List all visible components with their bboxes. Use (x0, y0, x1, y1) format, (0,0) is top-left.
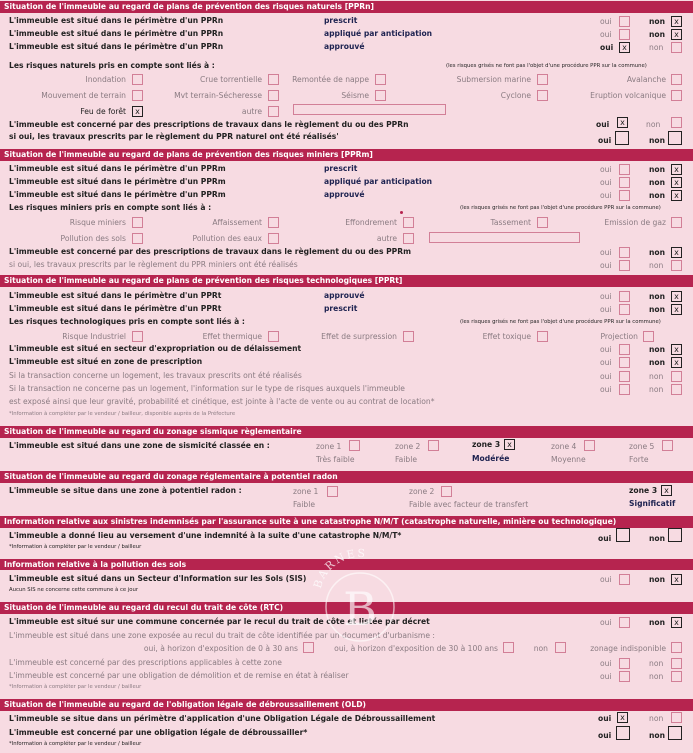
sismique-zone-5-checkbox[interactable] (662, 440, 673, 451)
sismique-zone-2-name: zone 2 (395, 442, 421, 451)
pprn-risk-cyclone-checkbox[interactable] (537, 90, 548, 101)
pprt-risk-projection-checkbox[interactable] (643, 331, 654, 342)
pprn-risks-intro: Les risques naturels pris en compte sont liés à : (9, 61, 215, 70)
watermark-text: BARNES (311, 546, 368, 590)
pprt-risk-surpression-checkbox[interactable] (403, 331, 414, 342)
rtc-prescriptions-label: L'immeuble est concerné par des prescriptions applicables à cette zone (9, 658, 282, 667)
pprn-risk-eruption-checkbox[interactable] (671, 90, 682, 101)
pprn-risk-inondation-label: Inondation (85, 75, 126, 84)
pprt-non-logement-oui-label: oui (600, 385, 612, 394)
sinistres-label: L'immeuble a donné lieu au versement d'une indemnité à la suite d'une catastrophe N/M/T* (9, 531, 402, 540)
pprn-prescriptions-non-checkbox[interactable] (671, 117, 682, 128)
pprm-row-2-status: appliqué par anticipation (324, 177, 433, 186)
pprn-prescriptions-oui-checkbox[interactable]: x (617, 117, 628, 128)
pprn-risk-autre-field[interactable] (293, 104, 446, 115)
section-header-pprn: Situation de l'immeuble au regard de plans de prévention des risques naturels [PPRn] (0, 1, 693, 13)
pprm-row-1-oui-checkbox[interactable] (619, 164, 630, 175)
pprn-risk-eruption-label: Eruption volcanique (590, 91, 666, 100)
pprn-grey-note: (les risques grisés ne font pas l'objet d'une procédure PPR sur la commune) (446, 63, 647, 69)
pprm-risk-tassement-label: Tassement (490, 218, 531, 227)
pprn-risk-seisme-checkbox[interactable] (375, 90, 386, 101)
pprm-risk-pollution-eaux-label: Pollution des eaux (192, 234, 262, 243)
pprn-risk-submersion-checkbox[interactable] (537, 74, 548, 85)
old-concerne-oui-checkbox[interactable] (616, 726, 630, 740)
sismique-zone-2-checkbox[interactable] (428, 440, 439, 451)
rtc-commune-oui-checkbox[interactable] (619, 617, 630, 628)
pprm-risk-gaz-checkbox[interactable] (671, 217, 682, 228)
pprm-row-1-non-checkbox[interactable]: x (671, 164, 682, 175)
sinistres-oui-checkbox[interactable] (616, 528, 630, 542)
rtc-prescriptions-oui-checkbox[interactable] (619, 658, 630, 669)
pprt-expropriation-non-checkbox[interactable]: x (671, 344, 682, 355)
old-footnote: *Information à compléter par le vendeur / bailleur (9, 741, 142, 747)
pprm-row-3-oui-label: oui (600, 191, 612, 200)
pprm-prescriptions-oui-label: oui (600, 248, 612, 257)
pollution-footnote: Aucun SIS ne concerne cette commune à ce jour (9, 587, 139, 593)
pprm-row-3-label: L'immeuble est situé dans le périmètre d'un PPRm (9, 190, 226, 199)
pprn-risk-cyclone-label: Cyclone (500, 91, 531, 100)
pprn-risk-crue-label: Crue torrentielle (199, 75, 262, 84)
pollution-label: L'immeuble est situé dans un Secteur d'Information sur les Sols (SIS) (9, 574, 307, 583)
sismique-zone-3-name: zone 3 (472, 440, 501, 449)
pprm-risk-pollution-sols-label: Pollution des sols (60, 234, 126, 243)
pprn-risk-nappe-label: Remontée de nappe (292, 75, 369, 84)
pprm-risk-tassement-checkbox[interactable] (537, 217, 548, 228)
rtc-commune-label: L'immeuble est situé sur une commune concernée par le recul du trait de côte et listée par décret (9, 617, 430, 626)
pprm-row-3-oui-checkbox[interactable] (619, 190, 630, 201)
red-dot-marker (400, 211, 403, 214)
pprt-logement-non-checkbox[interactable] (671, 371, 682, 382)
pprm-risk-effondrement-checkbox[interactable] (403, 217, 414, 228)
pprn-travaux-oui-checkbox[interactable] (615, 131, 629, 145)
pprt-row-2-non-checkbox[interactable]: x (671, 304, 682, 315)
old-perimetre-oui-checkbox[interactable]: x (617, 712, 628, 723)
sismique-zone-1-desc: Très faible (316, 455, 355, 464)
old-perimetre-non-checkbox[interactable] (671, 712, 682, 723)
pprn-row-1-status: prescrit (324, 16, 358, 25)
pprm-row-2-oui-label: oui (600, 178, 612, 187)
pprn-row-1-oui-label: oui (600, 17, 612, 26)
pprm-risks-intro: Les risques miniers pris en compte sont liés à : (9, 203, 212, 212)
pprm-row-1-status: prescrit (324, 164, 358, 173)
rtc-horizon-30-100-checkbox[interactable] (503, 642, 514, 653)
section-header-pprt: Situation de l'immeuble au regard de plans de prévention des risques technologiques [PPRt] (0, 275, 693, 287)
pprn-travaux-oui-label: oui (598, 136, 612, 145)
rtc-horizon-indisponible-checkbox[interactable] (671, 642, 682, 653)
pprt-row-2-oui-label: oui (600, 305, 612, 314)
rtc-prescriptions-oui-label: oui (600, 659, 612, 668)
rtc-commune-non-label: non (649, 618, 666, 627)
pprt-logement-label: Si la transaction concerne un logement, les travaux prescrits ont été réalisés (9, 371, 302, 380)
pollution-non-label: non (649, 575, 666, 584)
pprm-prescriptions-label: L'immeuble est concerné par des prescriptions de travaux dans le règlement du ou des PPRm (9, 247, 411, 256)
pprn-risk-avalanche-checkbox[interactable] (671, 74, 682, 85)
rtc-demolition-non-label: non (649, 672, 664, 681)
pprn-row-2-non-label: non (649, 30, 666, 39)
pprt-grey-note: (les risques grisés ne font pas l'objet d'une procédure PPR sur la commune) (460, 319, 661, 325)
pprt-expropriation-oui-checkbox[interactable] (619, 344, 630, 355)
pprn-risk-nappe-checkbox[interactable] (375, 74, 386, 85)
pprn-row-2-status: appliqué par anticipation (324, 29, 433, 38)
old-concerne-label: L'immeuble est concerné par une obligation légale de débroussailler* (9, 728, 308, 737)
pprn-risk-autre-checkbox[interactable] (268, 106, 279, 117)
pprn-row-2-label: L'immeuble est situé dans le périmètre d'un PPRn (9, 29, 224, 38)
pprt-risk-industriel-checkbox[interactable] (132, 331, 143, 342)
pprt-zone-prescription-label: L'immeuble est situé en zone de prescription (9, 357, 203, 366)
pprm-travaux-label: si oui, les travaux prescrits par le règlement du PPR miniers ont été réalisés (9, 260, 298, 269)
pprn-risk-secheresse-checkbox[interactable] (268, 90, 279, 101)
pprn-travaux-non-label: non (649, 136, 666, 145)
pprt-non-logement-oui-checkbox[interactable] (619, 384, 630, 395)
rtc-demolition-oui-checkbox[interactable] (619, 671, 630, 682)
radon-zone-2-checkbox[interactable] (441, 486, 452, 497)
pprm-risk-pollution-eaux-checkbox[interactable] (268, 233, 279, 244)
pprm-risk-autre-checkbox[interactable] (403, 233, 414, 244)
sismique-zone-4-checkbox[interactable] (584, 440, 595, 451)
pprt-logement-oui-checkbox[interactable] (619, 371, 630, 382)
pprm-risk-autre-label: autre (376, 234, 397, 243)
rtc-horizon-indisponible-label: zonage indisponible (590, 644, 666, 653)
pprm-row-2-non-checkbox[interactable]: x (671, 177, 682, 188)
pprt-non-logement-line-2: est exposé ainsi que leur gravité, probabilité et cinétique, est jointe à l'acte de vente ou au contrat de location* (9, 397, 435, 406)
pprn-row-3-label: L'immeuble est situé dans le périmètre d'un PPRn (9, 42, 224, 51)
pprt-risk-industriel-label: Risque Industriel (62, 332, 126, 341)
radon-zone-3-checkbox[interactable]: x (661, 485, 672, 496)
sismique-zone-4-desc: Moyenne (551, 455, 586, 464)
pollution-non-checkbox[interactable]: x (671, 574, 682, 585)
barnes-watermark-logo (300, 535, 420, 660)
pprt-non-logement-line-1: Si la transaction ne concerne pas un logement, l'information sur le type de risques auxquels l'immeuble (9, 384, 405, 393)
radon-zone-1-name: zone 1 (293, 487, 319, 496)
pprn-row-1-label: L'immeuble est situé dans le périmètre d'un PPRn (9, 16, 224, 25)
pprn-travaux-non-checkbox[interactable] (668, 131, 682, 145)
pprt-risk-thermique-label: Effet thermique (202, 332, 262, 341)
pprt-row-2-status: prescrit (324, 304, 358, 313)
pprn-risk-inondation-checkbox[interactable] (132, 74, 143, 85)
pprm-grey-note: (les risques grisés ne font pas l'objet d'une procédure PPR sur la commune) (460, 205, 661, 211)
pprt-expropriation-non-label: non (649, 345, 666, 354)
section-header-sinistres: Information relative aux sinistres indemnisés par l'assurance suite à une catastrophe N/M/T (catastrophe naturelle, minière ou technologique) (0, 516, 693, 528)
pprn-prescriptions-label: L'immeuble est concerné par des prescriptions de travaux dans le règlement du ou des PPRn (9, 120, 409, 129)
section-header-old: Situation de l'immeuble au regard de l'obligation légale de débroussaillement (OLD) (0, 699, 693, 711)
rtc-demolition-oui-label: oui (600, 672, 612, 681)
pprn-risk-mouvement-checkbox[interactable] (132, 90, 143, 101)
rtc-horizon-0-30-label: oui, à horizon d'exposition de 0 à 30 ans (143, 644, 298, 653)
rtc-horizon-0-30-checkbox[interactable] (303, 642, 314, 653)
pprt-footnote: *Information à compléter par le vendeur / bailleur, disponible auprès de la Préfecture (9, 411, 236, 417)
old-perimetre-label: L'immeuble se situe dans un périmètre d'application d'une Obligation Légale de Débroussaillement (9, 714, 436, 723)
sismique-zone-4-name: zone 4 (551, 442, 577, 451)
pprn-row-3-oui-label: oui (600, 43, 614, 52)
sismique-zone-1-checkbox[interactable] (349, 440, 360, 451)
pprm-risk-miniers-checkbox[interactable] (132, 217, 143, 228)
pprn-prescriptions-non-label: non (646, 120, 661, 129)
pprm-travaux-non-checkbox[interactable] (671, 260, 682, 271)
pprt-row-2-oui-checkbox[interactable] (619, 304, 630, 315)
pprt-non-logement-non-checkbox[interactable] (671, 384, 682, 395)
rtc-horizon-30-100-label: oui, à horizon d'exposition de 30 à 100 ans (334, 644, 498, 653)
sismique-label: L'immeuble est situé dans une zone de sismicité classée en : (9, 441, 270, 450)
sinistres-non-label: non (649, 534, 666, 543)
pprt-row-1-non-label: non (649, 292, 666, 301)
section-header-pollution: Information relative à la pollution des sols (0, 559, 693, 570)
pprt-zone-prescription-oui-checkbox[interactable] (619, 357, 630, 368)
radon-zone-1-desc: Faible (293, 500, 316, 509)
sinistres-non-checkbox[interactable] (668, 528, 682, 542)
pprm-risk-affaissement-checkbox[interactable] (268, 217, 279, 228)
pprt-row-2-label: L'immeuble est situé dans le périmètre d'un PPRt (9, 304, 222, 313)
old-concerne-non-label: non (649, 731, 666, 740)
pprn-risk-submersion-label: Submersion marine (456, 75, 531, 84)
rtc-demolition-label: L'immeuble est concerné par une obligation de démolition et de remise en état à réaliser (9, 671, 349, 680)
rtc-commune-non-checkbox[interactable]: x (671, 617, 682, 628)
old-concerne-non-checkbox[interactable] (668, 726, 682, 740)
pprn-risk-feu-label: Feu de forêt (80, 107, 126, 116)
pprt-zone-prescription-oui-label: oui (600, 358, 612, 367)
pollution-oui-checkbox[interactable] (619, 574, 630, 585)
pprt-risk-surpression-label: Effet de surpression (321, 332, 397, 341)
rtc-footnote: *Information à compléter par le vendeur / bailleur (9, 684, 142, 690)
pprm-risk-effondrement-label: Effondrement (345, 218, 397, 227)
pprm-row-3-non-label: non (649, 191, 666, 200)
radon-zone-3-desc: Significatif (629, 499, 676, 508)
pprm-prescriptions-oui-checkbox[interactable] (619, 247, 630, 258)
pprt-zone-prescription-non-label: non (649, 358, 666, 367)
old-concerne-oui-label: oui (598, 731, 612, 740)
radon-zone-2-name: zone 2 (409, 487, 435, 496)
pprn-row-3-non-checkbox[interactable] (671, 42, 682, 53)
pprt-row-1-oui-label: oui (600, 292, 612, 301)
pprn-row-2-oui-checkbox[interactable] (619, 29, 630, 40)
pprm-row-1-non-label: non (649, 165, 666, 174)
pprm-risk-gaz-label: Emission de gaz (604, 218, 666, 227)
pprn-row-1-non-checkbox[interactable]: x (671, 16, 682, 27)
pprm-travaux-oui-checkbox[interactable] (619, 260, 630, 271)
sinistres-footnote: *Information à compléter par le vendeur / bailleur (9, 544, 142, 550)
pprm-row-1-label: L'immeuble est situé dans le périmètre d'un PPRm (9, 164, 226, 173)
pprn-risk-secheresse-label: Mvt terrain-Sécheresse (174, 91, 262, 100)
pollution-oui-label: oui (600, 575, 612, 584)
rtc-commune-oui-label: oui (600, 618, 612, 627)
section-header-sismique: Situation de l'immeuble au regard du zonage sismique règlementaire (0, 426, 693, 438)
radon-zone-1-checkbox[interactable] (327, 486, 338, 497)
old-perimetre-oui-label: oui (598, 714, 612, 723)
pprm-row-2-oui-checkbox[interactable] (619, 177, 630, 188)
pprt-expropriation-label: L'immeuble est situé en secteur d'expropriation ou de délaissement (9, 344, 302, 353)
pprt-non-logement-non-label: non (649, 385, 664, 394)
pprt-row-1-label: L'immeuble est situé dans le périmètre d'un PPRt (9, 291, 222, 300)
pprm-travaux-non-label: non (649, 261, 664, 270)
pprn-prescriptions-oui-label: oui (596, 120, 610, 129)
pprn-row-1-non-label: non (649, 17, 666, 26)
pprm-risk-miniers-label: Risque miniers (69, 218, 126, 227)
pprn-row-3-non-label: non (649, 43, 664, 52)
sismique-zone-5-desc: Forte (629, 455, 649, 464)
pprm-risk-autre-field[interactable] (429, 232, 580, 243)
pprn-row-2-non-checkbox[interactable]: x (671, 29, 682, 40)
pprt-expropriation-oui-label: oui (600, 345, 612, 354)
old-perimetre-non-label: non (649, 714, 664, 723)
pprn-row-1-oui-checkbox[interactable] (619, 16, 630, 27)
sismique-zone-1-name: zone 1 (316, 442, 342, 451)
pprt-row-1-status: approuvé (324, 291, 365, 300)
rtc-horizon-non-checkbox[interactable] (555, 642, 566, 653)
pprn-risk-mouvement-label: Mouvement de terrain (41, 91, 126, 100)
sismique-zone-3-checkbox[interactable]: x (504, 439, 515, 450)
pprn-risk-crue-checkbox[interactable] (268, 74, 279, 85)
sismique-zone-3-desc: Modérée (472, 454, 510, 463)
section-header-radon: Situation de l'immeuble au regard du zonage réglementaire à potentiel radon (0, 471, 693, 483)
pprm-row-2-non-label: non (649, 178, 666, 187)
pprn-row-3-status: approuvé (324, 42, 365, 51)
pprm-prescriptions-non-label: non (649, 248, 666, 257)
pprn-row-3-oui-checkbox[interactable]: x (619, 42, 630, 53)
pprn-row-2-oui-label: oui (600, 30, 612, 39)
pprm-prescriptions-non-checkbox[interactable]: x (671, 247, 682, 258)
pprt-logement-oui-label: oui (600, 372, 612, 381)
sismique-zone-5-name: zone 5 (629, 442, 655, 451)
pprm-row-1-oui-label: oui (600, 165, 612, 174)
pprn-travaux-label: si oui, les travaux prescrits par le règlement du PPR naturel ont été réalisés' (9, 132, 339, 141)
pprm-risk-pollution-sols-checkbox[interactable] (132, 233, 143, 244)
pprt-logement-non-label: non (649, 372, 664, 381)
pprm-row-3-non-checkbox[interactable]: x (671, 190, 682, 201)
radon-zone-3-name: zone 3 (629, 486, 658, 495)
pprt-risk-toxique-label: Effet toxique (482, 332, 531, 341)
rtc-prescriptions-non-checkbox[interactable] (671, 658, 682, 669)
pprt-row-1-non-checkbox[interactable]: x (671, 291, 682, 302)
pprn-risk-autre-label: autre (241, 107, 262, 116)
section-header-rtc: Situation de l'immeuble au regard du recul du trait de côte (RTC) (0, 602, 693, 614)
rtc-demolition-non-checkbox[interactable] (671, 671, 682, 682)
pprt-zone-prescription-non-checkbox[interactable]: x (671, 357, 682, 368)
sinistres-oui-label: oui (598, 534, 612, 543)
radon-label: L'immeuble se situe dans une zone à potentiel radon : (9, 486, 242, 495)
pprt-row-1-oui-checkbox[interactable] (619, 291, 630, 302)
pprm-row-3-status: approuvé (324, 190, 365, 199)
pprt-risks-intro: Les risques technologiques pris en compte sont liés à : (9, 317, 245, 326)
pprt-risk-toxique-checkbox[interactable] (537, 331, 548, 342)
pprn-risk-seisme-label: Séisme (341, 91, 369, 100)
pprm-travaux-oui-label: oui (600, 261, 612, 270)
pprt-risk-projection-label: Projection (600, 332, 638, 341)
rtc-zone-exposee-label: L'immeuble est situé dans une zone exposée au recul du trait de côte identifiée par un document d'urbanisme : (9, 631, 435, 640)
sismique-zone-2-desc: Faible (395, 455, 418, 464)
pprt-row-2-non-label: non (649, 305, 666, 314)
section-header-pprm: Situation de l'immeuble au regard de plans de prévention des risques miniers [PPRm] (0, 149, 693, 161)
rtc-prescriptions-non-label: non (649, 659, 664, 668)
watermark-letter: B (343, 582, 377, 636)
pprm-risk-affaissement-label: Affaissement (212, 218, 262, 227)
pprm-row-2-label: L'immeuble est situé dans le périmètre d'un PPRm (9, 177, 226, 186)
pprn-risk-avalanche-label: Avalanche (626, 75, 666, 84)
rtc-horizon-non-label: non (533, 644, 548, 653)
pprt-risk-thermique-checkbox[interactable] (268, 331, 279, 342)
radon-zone-2-desc: Faible avec facteur de transfert (409, 500, 529, 509)
pprn-risk-feu-checkbox[interactable]: x (132, 106, 143, 117)
